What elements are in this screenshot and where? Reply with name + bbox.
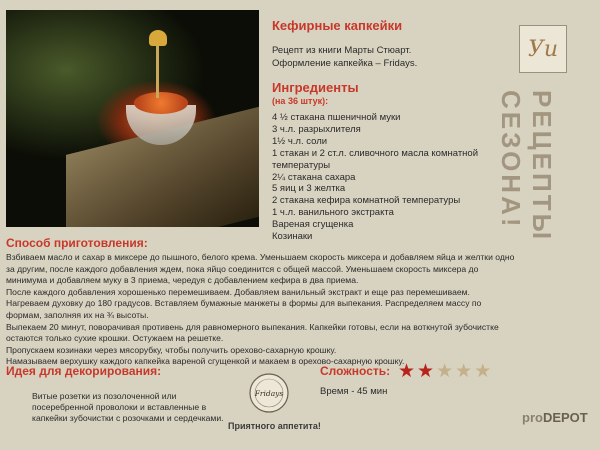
star-filled-icon: ★ — [417, 361, 435, 382]
intro-line: Рецепт из книги Марты Стюарт. — [272, 45, 412, 56]
ingredient-item: 1 стакан и 2 ст.л. сливочного масла комнатной температуры — [272, 147, 479, 171]
method-text — [6, 252, 516, 368]
method-paragraph: Пропускаем козинаки через мясорубку, чтобы получить орехово-сахарную крошку. — [6, 344, 337, 355]
brand-logo — [522, 410, 588, 425]
ingredient-item: Вареная сгущенка — [272, 219, 354, 231]
ingredient-item: Козинаки — [272, 231, 313, 243]
monogram-logo: Уи — [519, 25, 567, 73]
ingredients-subtitle: (на 36 штук): — [272, 96, 329, 106]
method-paragraph: Намазываем верхушку каждого капкейка вареной сгущенкой и макаем в орехово-сахарную крошку. — [6, 356, 405, 367]
fridays-stamp-icon — [248, 372, 290, 414]
ingredient-item: 2¼ стакана сахара — [272, 171, 356, 183]
appetite-note: Приятного аппетита! — [228, 421, 321, 431]
recipe-title: Кефирные капкейки — [272, 18, 403, 33]
method-paragraph: Выпекаем 20 минут, поворачивая противень для равномерного выпекания. Капкейки готовы, если на воткнутой зубочистке остаются только сухие крошки. Остужаем на решетке. — [6, 321, 499, 344]
method-paragraph: Нагреваем духовку до 180 градусов. Вставляем бумажные манжеты в формы для выпекания. Распределяем массу по формам, заполняя их на ¾ высоты. — [6, 298, 482, 320]
photo-cupcake-top — [134, 92, 188, 114]
decoration-text: Витые розетки из позолоченной или посеребренной проволоки и вставленные в капкейки зубочистки с розочками и сердечками. — [32, 391, 224, 423]
ingredients-list — [272, 112, 512, 243]
brand-part: DEPOT — [542, 410, 588, 425]
ingredient-item: 1½ ч.л. соли — [272, 135, 328, 147]
cooking-time: Время - 45 мин — [320, 386, 388, 397]
brand-part: pro — [522, 410, 543, 425]
cupcake-photo — [6, 10, 259, 227]
photo-heart-topper — [149, 30, 167, 46]
difficulty-rating — [398, 360, 491, 383]
decoration-title: Идея для декорирования: — [6, 364, 162, 378]
star-empty-icon: ★ — [474, 361, 492, 382]
ingredient-item: 3 ч.л. разрыхлителя — [272, 123, 361, 135]
method-paragraph: После каждого добавления хорошенько перемешиваем. Добавляем ванильный экстракт и еще раз перемешиваем. — [6, 286, 470, 297]
ingredient-item: 5 яиц и 3 желтка — [272, 183, 346, 195]
ingredients-title: Ингредиенты — [272, 80, 359, 95]
star-empty-icon: ★ — [436, 361, 454, 382]
stamp-label: Fridays — [254, 389, 284, 398]
intro-line: Оформление капкейка – Fridays. — [272, 58, 418, 69]
recipe-intro — [272, 44, 492, 70]
method-title: Способ приготовления: — [6, 236, 148, 250]
ingredient-item: 4 ½ стакана пшеничной муки — [272, 112, 401, 123]
vertical-section-title: РЕЦЕПТЫ СЕЗОНА! — [496, 90, 557, 243]
ingredient-item: 2 стакана кефира комнатной температуры — [272, 195, 461, 207]
difficulty-title: Сложность: — [320, 364, 391, 378]
method-paragraph: Взбиваем масло и сахар в миксере до пышного, белого крема. Уменьшаем скорость миксера и добавляем яйца и желтки одно за другим, после каждого добавления ждем, пока яйцо соединится с общей массой. Уменьшаем скорость миксера до минимума и добавляем муку в 3 приема, чередуя с добавлением кефира в два приема. — [6, 252, 515, 286]
star-filled-icon: ★ — [398, 361, 416, 382]
photo-topper-stem — [156, 38, 159, 98]
star-empty-icon: ★ — [455, 361, 473, 382]
ingredient-item: 1 ч.л. ванильного экстракта — [272, 207, 394, 219]
